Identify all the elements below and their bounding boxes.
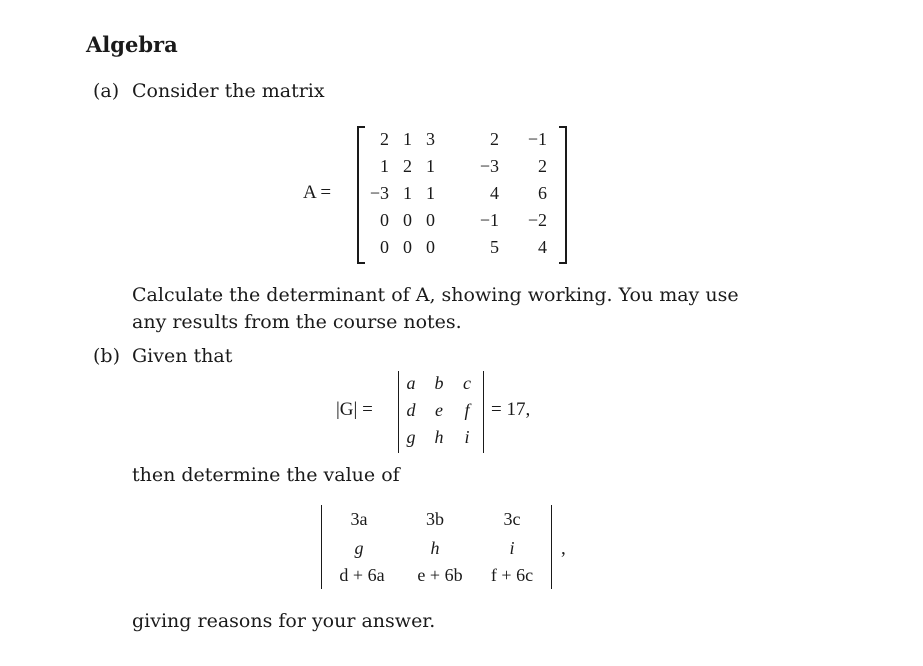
- matrix-cell: 4: [490, 183, 499, 203]
- det-g-cell: i: [464, 427, 470, 447]
- matrix-cell: 0: [380, 237, 389, 257]
- matrix-cell: 2: [538, 156, 547, 176]
- matrix-cell: 5: [490, 237, 499, 257]
- matrix-cell: 0: [403, 237, 412, 257]
- det-g-rhs: = 17,: [491, 399, 531, 420]
- matrix-cell: 1: [380, 156, 389, 176]
- matrix-cell: 2: [380, 129, 389, 149]
- matrix-cell: 6: [538, 183, 547, 203]
- det-target-cell: [472, 565, 552, 586]
- det-g-cell: b: [434, 373, 444, 393]
- matrix-cell: −1: [479, 210, 499, 230]
- det-target-text: 3a: [350, 509, 368, 529]
- matrix-cell: −3: [369, 183, 389, 203]
- matrix-a: [357, 126, 567, 264]
- det-target-cell: [324, 538, 394, 559]
- part-b-label: (b): [93, 345, 120, 367]
- det-target-text: d + 6a: [339, 565, 385, 585]
- det-target-cell: [477, 538, 547, 559]
- det-target-cell: [322, 565, 402, 586]
- matrix-cell: −1: [527, 129, 547, 149]
- part-b-closing: giving reasons for your answer.: [132, 610, 436, 632]
- part-a-label: (a): [93, 80, 120, 102]
- det-target-text: i: [509, 538, 515, 558]
- det-target-cell: [400, 565, 480, 586]
- det-g-cell: f: [464, 400, 470, 420]
- matrix-a-name-text: A =: [303, 182, 332, 203]
- trailing-comma: ,: [561, 538, 566, 559]
- matrix-cell: 1: [426, 156, 435, 176]
- matrix-cell: 0: [426, 237, 435, 257]
- det-target-text: e + 6b: [417, 565, 463, 585]
- det-g-cell: e: [435, 400, 443, 420]
- matrix-cell: 3: [426, 129, 435, 149]
- det-g-cell: c: [463, 373, 471, 393]
- matrix-cell: −3: [479, 156, 499, 176]
- det-target-text: g: [354, 538, 364, 558]
- det-target-cell: [477, 509, 547, 530]
- det-target-cell: [400, 509, 470, 530]
- determinant-g: [398, 371, 484, 453]
- matrix-cell: 0: [380, 210, 389, 230]
- matrix-cell: 0: [426, 210, 435, 230]
- matrix-a-name: [303, 182, 331, 204]
- right-bracket: [559, 126, 567, 264]
- matrix-cell: 2: [403, 156, 412, 176]
- matrix-cell: 1: [403, 129, 412, 149]
- det-target-text: 3b: [426, 509, 444, 529]
- part-a-question-line2: any results from the course notes.: [132, 311, 462, 333]
- part-b-intro: Given that: [132, 345, 233, 367]
- det-g-cell: g: [406, 427, 416, 447]
- det-target-text: h: [430, 538, 440, 558]
- det-target-cell: [324, 509, 394, 530]
- det-target-text: 3c: [503, 509, 521, 529]
- part-a-intro: Consider the matrix: [132, 80, 325, 102]
- det-target-cell: [400, 538, 470, 559]
- matrix-cell: 0: [403, 210, 412, 230]
- matrix-cell: 1: [403, 183, 412, 203]
- part-a-question-line1: Calculate the determinant of A, showing working. You may use: [132, 284, 739, 306]
- part-b-then: then determine the value of: [132, 464, 400, 486]
- matrix-cell: 1: [426, 183, 435, 203]
- section-title: Algebra: [86, 32, 178, 57]
- det-g-cell: d: [406, 400, 416, 420]
- matrix-cell: 2: [490, 129, 499, 149]
- matrix-cell: −2: [527, 210, 547, 230]
- det-g-lhs: |G| =: [336, 399, 373, 420]
- det-g-cell: h: [434, 427, 444, 447]
- determinant-target: [321, 505, 552, 589]
- det-target-text: f + 6c: [490, 565, 534, 585]
- det-g-cell: a: [406, 373, 416, 393]
- matrix-cell: 4: [538, 237, 547, 257]
